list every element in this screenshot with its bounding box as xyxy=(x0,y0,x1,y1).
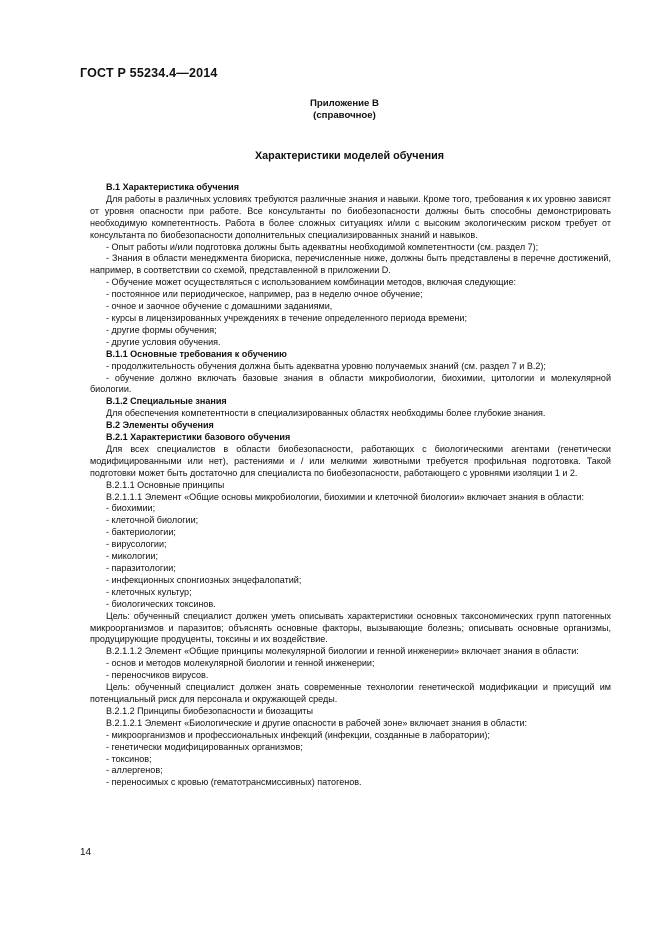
list-item: - другие условия обучения. xyxy=(106,336,221,347)
list-item: - продолжительность обучения должна быть адекватна уровню получаемых знаний (см. раздел 7 и В.2); xyxy=(106,360,546,371)
list-item: - инфекционных спонгиозных энцефалопатий; xyxy=(106,574,302,585)
document-body xyxy=(90,182,611,789)
paragraph: В.2.1.2.1 Элемент «Биологические и другие опасности в рабочей зоне» включает знания в области: xyxy=(106,717,528,728)
subsection-heading: В.1.2 Специальные знания xyxy=(106,396,227,407)
paragraph: Для всех специалистов в области биобезопасности, работающих с биологическими агентами (генетически модифицированными или нет), растениями и / или мелкими животными требуется профильная подготовка. Такой подготовки может быть достаточно для специалиста по биобезопасности, работающего с уровнями изоляции 1 и 2. xyxy=(90,443,611,478)
list-item: - паразитологии; xyxy=(106,563,176,573)
annex-heading xyxy=(0,98,661,122)
list-item: - микроорганизмов и профессиональных инфекций (инфекции, созданные в лаборатории); xyxy=(106,729,490,740)
list-item: - биохимии; xyxy=(106,503,156,514)
annex-subtitle: (справочное) xyxy=(313,110,376,121)
subsection-heading: В.2 Элементы обучения xyxy=(106,420,214,431)
list-item: - Опыт работы и/или подготовка должны быть адекватны необходимой компетентности (см. раздел 7); xyxy=(106,241,539,252)
list-item: - токсинов; xyxy=(106,753,152,764)
list-item: - бактериологии; xyxy=(106,527,176,538)
page-number: 14 xyxy=(80,847,92,858)
paragraph: В.2.1.2 Принципы биобезопасности и биозащиты xyxy=(106,705,313,716)
subsection-heading: В.1.1 Основные требования к обучению xyxy=(106,348,287,359)
list-item: - аллергенов; xyxy=(106,765,163,776)
paragraph: Для работы в различных условиях требуются различные знания и навыки. Кроме того, требования к их уровню зависят от уровня опасности при работе. Все консультанты по биобезопасности должны быть способны демонстрировать необходимую компетентность. Работа в более сложных ситуациях и/или с высоким экологическим риском требует от консультанта по биобезопасности дополнительных специализированных знаний и навыков. xyxy=(90,193,611,240)
paragraph: В.2.1.1.1 Элемент «Общие основы микробиологии, биохимии и клеточной биологии» включает знания в области: xyxy=(106,491,585,502)
paragraph: Цель: обученный специалист должен уметь описывать характеристики основных таксономических групп патогенных микроорганизмов и паразитов; объяснять основные факторы, вызывающие болезнь; описывать основные организмы, продуцирующие продуценты, токсины и их воздействие. xyxy=(90,610,611,645)
list-item: - очное и заочное обучение с домашними заданиями, xyxy=(106,301,333,312)
list-item: - Обучение может осуществляться с использованием комбинации методов, включая следующие: xyxy=(106,277,517,288)
paragraph: Цель: обученный специалист должен знать современные технологии генетической модификации и присущий им потенциальный риск для персонала и окружающей среды. xyxy=(90,682,611,704)
list-item: - обучение должно включать базовые знания в области микробиологии, биохимии, цитологии и молекулярной биологии. xyxy=(90,372,611,395)
subsection-heading: В.1 Характеристика обучения xyxy=(106,182,240,192)
annex-title: Приложение В xyxy=(310,98,379,109)
list-item: - биологических токсинов. xyxy=(106,598,216,609)
document-header: ГОСТ Р 55234.4—2014 xyxy=(80,66,218,80)
list-item: - клеточной биологии; xyxy=(106,515,199,526)
list-item: - курсы в лицензированных учреждениях в течение определенного периода времени; xyxy=(106,312,467,323)
list-item: - вирусологии; xyxy=(106,539,167,550)
list-item: - переносчиков вирусов. xyxy=(106,670,209,681)
list-item: - Знания в области менеджмента биориска, перечисленные ниже, должны быть представлены в перечне достижений, например, в соответствии со схемой, представленной в приложении D. xyxy=(90,253,611,276)
list-item: - микологии; xyxy=(106,551,159,562)
list-item: - клеточных культур; xyxy=(106,586,192,597)
list-item: - генетически модифицированных организмов; xyxy=(106,741,303,752)
paragraph: В.2.1.1.2 Элемент «Общие принципы молекулярной биологии и генной инженерии» включает знания в области: xyxy=(106,646,579,657)
list-item: - постоянное или периодическое, например, раз в неделю очное обучение; xyxy=(106,289,423,300)
paragraph: В.2.1.1 Основные принципы xyxy=(106,479,225,490)
list-item: - переносимых с кровью (гематотрансмиссивных) патогенов. xyxy=(106,777,362,788)
subsection-heading: В.2.1 Характеристики базового обучения xyxy=(106,432,291,443)
section-title: Характеристики моделей обучения xyxy=(254,150,445,162)
list-item: - другие формы обучения; xyxy=(106,324,217,335)
paragraph: Для обеспечения компетентности в специализированных областях необходимы более глубокие знания. xyxy=(106,408,546,419)
list-item: - основ и методов молекулярной биологии и генной инженерии; xyxy=(106,658,375,669)
